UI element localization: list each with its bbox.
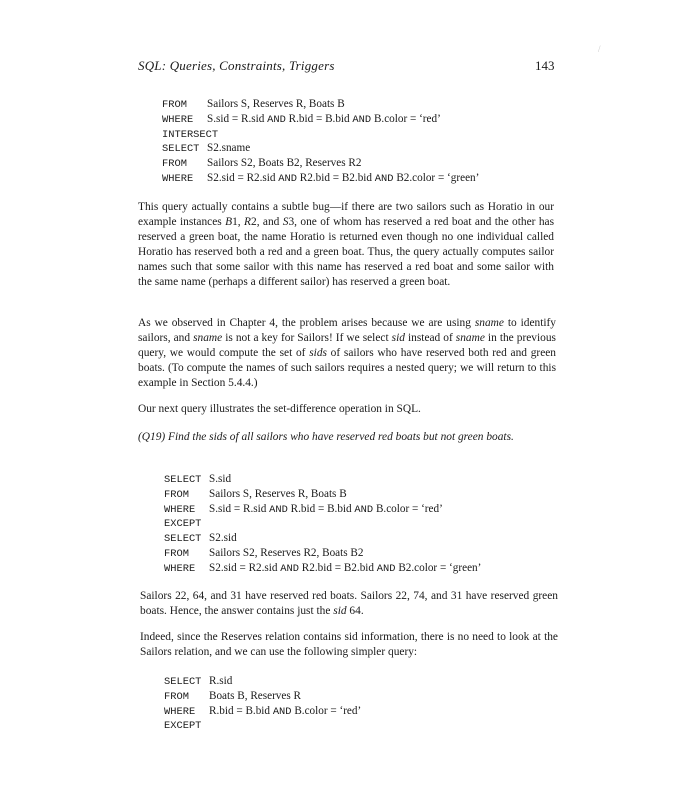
sql-text: B.color = ‘red’ [373, 502, 443, 515]
paragraph-subtle-bug [138, 200, 554, 291]
code-line [162, 127, 479, 142]
sql-keyword: WHERE [162, 113, 194, 126]
code-line [162, 156, 479, 171]
sql-text: B.color = ‘red’ [371, 112, 441, 125]
italic-term: R [244, 216, 251, 229]
sql-operator: AND [352, 113, 372, 126]
sql-operator: AND [278, 172, 297, 185]
sql-keyword: SELECT [162, 143, 200, 156]
sql-text: Sailors S2, Boats B2, Reserves R2 [207, 157, 362, 170]
code-line [162, 112, 479, 127]
sql-keyword: FROM [162, 158, 187, 171]
sql-operator: AND [374, 172, 394, 185]
sql-keyword: SELECT [164, 676, 202, 688]
code-line [164, 502, 481, 517]
sql-text: R2.bid = B2.bid [299, 561, 377, 574]
sql-text: Sailors S, Reserves R, Boats B [209, 487, 347, 500]
text-run: Our next query illustrates the set-difference operation in SQL. [138, 403, 421, 415]
code-line [164, 561, 481, 576]
code-line [162, 171, 479, 186]
sql-text: S2.sid = R2.sid [209, 561, 281, 574]
sql-text: Boats B, Reserves R [209, 689, 301, 702]
sql-keyword: FROM [162, 99, 187, 111]
sql-text: Sailors S, Reserves R, Boats B [207, 98, 345, 110]
sql-keyword: FROM [164, 547, 189, 560]
sql-keyword: WHERE [162, 172, 194, 185]
text-run: Sailors 22, 64, and 31 have reserved red boats. Sailors 22, 74, and 31 have reserved green boats. Hence, the answer contains just the [140, 590, 558, 618]
code-block-intersect [162, 97, 479, 186]
italic-term: sid [333, 605, 347, 618]
sql-text: R.bid = B.bid [209, 704, 273, 717]
text-run: 64. [346, 605, 364, 618]
sql-text: B2.color = ‘green’ [395, 561, 482, 574]
sql-operator: AND [280, 562, 299, 575]
code-block-except [164, 472, 481, 576]
sql-text: B.color = ‘red’ [291, 704, 362, 717]
italic-term: S [282, 216, 289, 229]
sql-text: S.sid [209, 473, 232, 485]
sql-keyword: FROM [164, 690, 189, 703]
code-line [164, 674, 361, 689]
sql-keyword: FROM [164, 488, 189, 501]
sql-text: R.bid = B.bid [287, 502, 355, 515]
code-line [164, 718, 361, 733]
sql-text: S.sid = R.sid [207, 112, 268, 125]
running-header-title: SQL: Queries, Constraints, Triggers [138, 58, 335, 73]
italic-term: sid [391, 332, 405, 345]
text-run: 3, one of whom has reserved a red boat and the other has reserved a green boat, the name Horatio is returned even though no one individual called Horatio has reserved both a red and a green boat. Thus, the query actually computes sailor names such that some sailor with this name has reserved a red boat and some sailor with the same name (perhaps a different sailor) has reserved a green boat. [138, 216, 555, 289]
sql-keyword: WHERE [164, 503, 196, 516]
paragraph-set-difference [138, 402, 556, 417]
text-run: This query actually contains a subtle bug—if there are two sailors such as Horatio in our example instances [138, 201, 554, 229]
italic-term: sname [193, 332, 223, 345]
text-run: in the previous query, we would compute the set of [138, 332, 556, 360]
sql-operator: AND [376, 562, 396, 575]
text-run: is not a key for Sailors! If we select [222, 332, 392, 345]
italic-term: B [225, 216, 233, 229]
sql-text: S2.sid [209, 532, 237, 545]
text-run: to identify sailors, and [138, 317, 557, 345]
code-block-simpler [164, 674, 361, 733]
sql-operator: AND [269, 503, 288, 516]
sql-text: B2.color = ‘green’ [393, 171, 480, 184]
text-run: As we observed in Chapter 4, the problem arises because we are using [138, 317, 475, 329]
sql-keyword: EXCEPT [164, 518, 202, 531]
sql-keyword: INTERSECT [162, 128, 219, 141]
code-line [164, 704, 361, 719]
sql-operator: AND [272, 705, 292, 718]
text-run: 2, and [251, 216, 283, 229]
text-run: 1, [232, 216, 245, 229]
sql-keyword: WHERE [164, 562, 196, 575]
paragraph-answer [140, 589, 558, 619]
code-line [164, 531, 481, 546]
query-q19-statement [138, 430, 556, 445]
text-run: instead of [404, 332, 456, 345]
italic-term: sname [474, 317, 504, 329]
sql-keyword: SELECT [164, 533, 202, 546]
paragraph-sname-key [138, 316, 556, 391]
code-line [162, 97, 479, 112]
sql-text: R.bid = B.bid [285, 112, 353, 125]
sql-text: Sailors S2, Reserves R2, Boats B2 [209, 546, 364, 559]
code-line [164, 487, 481, 502]
code-line [164, 516, 481, 531]
sql-text: S2.sid = R2.sid [207, 171, 279, 184]
text-run: Indeed, since the Reserves relation contains sid information, there is no need to look at the Sailors relation, and we can use the following simpler query: [140, 631, 558, 659]
text-run: (Q19) Find the sids of all sailors who have reserved red boats but not green boats. [138, 431, 514, 443]
paragraph-simpler-query [140, 630, 558, 660]
code-line [164, 689, 361, 704]
sql-text: R.sid [209, 675, 233, 687]
sql-operator: AND [267, 113, 286, 126]
italic-term: sids [309, 347, 327, 360]
code-line [162, 141, 479, 156]
text-run: of sailors who have reserved both red and green boats. (To compute the names of such sailors requires a nested query; we will return to this example in Section 5.4.4.) [138, 347, 557, 390]
sql-keyword: WHERE [164, 705, 196, 718]
sql-operator: AND [354, 503, 374, 516]
code-line [164, 472, 481, 487]
sql-text: S.sid = R.sid [209, 502, 270, 515]
sql-keyword: EXCEPT [164, 720, 202, 733]
sql-text: S2.sname [207, 142, 251, 155]
scan-mark: / [598, 44, 601, 54]
italic-term: sname [455, 332, 485, 345]
page-number: 143 [535, 58, 555, 73]
sql-text: R2.bid = B2.bid [297, 171, 375, 184]
sql-keyword: SELECT [164, 474, 202, 486]
code-line [164, 546, 481, 561]
